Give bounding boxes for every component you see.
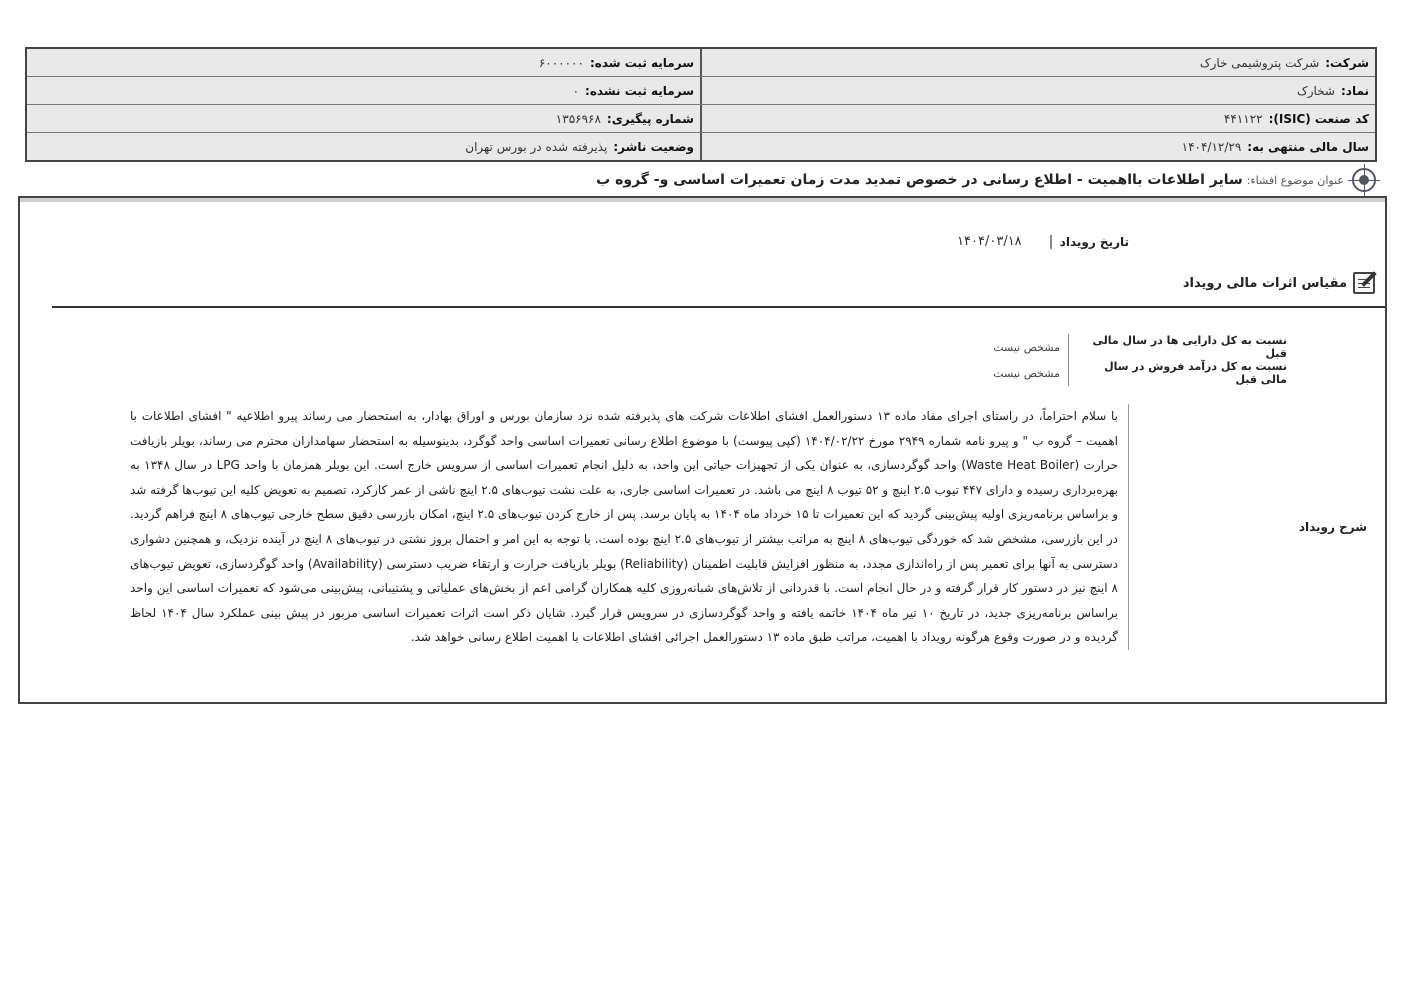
target-icon — [1352, 168, 1376, 192]
company-cell — [700, 49, 1375, 76]
company-value: شرکت پتروشیمی خارک — [1199, 55, 1320, 70]
description-label-text: شرح رویداد — [1298, 519, 1367, 534]
registered-capital-cell — [27, 49, 700, 76]
edit-note-icon — [1353, 272, 1375, 294]
tracking-number-label: شماره پیگیری: — [606, 111, 694, 126]
company-info-table — [25, 47, 1377, 162]
registered-capital-label: سرمایه ثبت شده: — [589, 55, 694, 70]
financial-impact-heading — [1183, 272, 1375, 294]
event-panel — [18, 196, 1387, 704]
info-row-company — [27, 49, 1375, 77]
symbol-value: شخارک — [1296, 83, 1335, 98]
fiscal-year-value: ۱۴۰۴/۱۲/۲۹ — [1181, 139, 1242, 154]
publisher-status-value: پذیرفته شده در بورس تهران — [465, 139, 608, 154]
ratio-assets-value: مشخص نیست — [993, 340, 1060, 354]
info-row-isic — [27, 105, 1375, 133]
event-date-value: ۱۴۰۴/۰۳/۱۸ — [957, 234, 1022, 249]
ratio-row-revenue — [993, 360, 1287, 386]
subject-label: عنوان موضوع افشاء: — [1246, 173, 1344, 187]
event-description-block — [130, 404, 1379, 650]
ratio-row-assets — [993, 334, 1287, 360]
description-label — [1129, 404, 1379, 650]
event-date — [957, 234, 1129, 249]
section-divider — [52, 306, 1385, 308]
company-label: شرکت: — [1325, 55, 1369, 70]
tracking-number-value: ۱۳۵۶۹۶۸ — [555, 111, 601, 126]
financial-impact-title: مقیاس اثرات مالی رویداد — [1182, 275, 1347, 291]
publisher-status-cell — [27, 133, 700, 160]
unregistered-capital-label: سرمایه ثبت نشده: — [585, 83, 694, 98]
symbol-label: نماد: — [1340, 83, 1369, 98]
event-date-label: تاریخ رویداد — [1050, 235, 1129, 249]
fiscal-year-label: سال مالی منتهی به: — [1247, 139, 1369, 154]
isic-label: کد صنعت (ISIC): — [1268, 111, 1369, 126]
isic-value: ۴۴۱۱۲۲ — [1223, 111, 1263, 126]
registered-capital-value: ۶۰۰۰۰۰۰ — [538, 55, 584, 70]
subject-title: سایر اطلاعات بااهمیت - اطلاع رسانی در خصوص تمدید مدت زمان تعمیرات اساسی و- گروه ب — [596, 172, 1243, 188]
info-row-fiscal-year — [27, 133, 1375, 160]
publisher-status-label: وضعیت ناشر: — [613, 139, 694, 154]
description-text: با سلام احتراماً، در راستای اجرای مفاد ماده ۱۳ دستورالعمل افشای اطلاعات شرکت های پذیرفته شده نزد سازمان بورس و اوراق بهادار، به استحضار می رساند پیرو اطلاعیه " افشای اطلاعات با اهمیت – گروه ب " و پیرو نامه شماره ۲۹۴۹ مورخ ۱۴۰۴/۰۲/۲۲ (کپی پیوست) با موضوع اطلاع رسانی تعمیرات اساسی واحد گوگرد، بدینوسیله به استحضار سهامداران محترم می رساند، بویلر بازیافت حرارت (Waste Heat Boiler) واحد گوگردسازی، به عنوان یکی از تجهیزات حیاتی این واحد، به دلیل انجام تعمیرات اساسی از سرویس خارج است. این بویلر همزمان با واحد LPG در سال ۱۳۴۸ به بهره‌برداری رسیده و دارای ۴۴۷ تیوب ۲.۵ اینچ و ۵۲ تیوب ۸ اینچ می باشد. در تعمیرات اساسی جاری، به علت نشت تیوب‌های ۲.۵ اینچ ناشی از عمر کارکرد، تصمیم به تعویض کلیه این تیوب‌ها گرفته شد و براساس برنامه‌ریزی اولیه پیش‌بینی گردید که این تعمیرات تا ۱۵ خرداد ماه ۱۴۰۴ به پایان برسد. پس از خارج کردن تیوب‌های ۲.۵ اینچ، امکان بازرسی دقیق سطح خارجی تیوب‌های ۸ اینچ فراهم گردید. در این بازرسی، مشخص شد که خوردگی تیوب‌های ۸ اینچ به مراتب بیشتر از تیوب‌های ۲.۵ اینچ بوده است. با توجه به این امر و احتمال بروز نشتی در تیوب‌های ۸ اینچ در آینده نزدیک، و همچنین دشواری دسترسی به آنها برای تعمیر پس از راه‌اندازی مجدد، به منظور افزایش قابلیت اطمینان (Reliability) بویلر بازیافت حرارت و ارتقاء ضریب دسترسی (Availability) واحد گوگردسازی، تعویض تیوب‌های ۸ اینچ نیز در دستور کار قرار گرفته و در حال انجام است. با قدردانی از تلاش‌های شبانه‌روزی کلیه همکاران گرامی اعم از بخش‌های عملیاتی و پشتیبانی، پیش‌بینی می‌شود که تعمیرات اساسی این واحد براساس برنامه‌ریزی جدید، در تاریخ ۱۰ تیر ماه ۱۴۰۴ خاتمه یافته و واحد گوگردسازی در سرویس قرار گیرد. شایان ذکر است اثرات تعمیرات اساسی مزبور در پیش بینی عملکرد سال ۱۴۰۴ لحاظ گردیده و در صورت وقوع هرگونه رویداد با اهمیت، مراتب طبق ماده ۱۳ دستورالعمل اجرائی افشای اطلاعات با اهمیت اطلاع رسانی خواهد شد. — [130, 404, 1129, 650]
ratio-revenue-label: نسبت به کل درآمد فروش در سال مالی قبل — [1068, 360, 1287, 386]
ratio-revenue-value: مشخص نیست — [993, 366, 1060, 380]
info-row-symbol — [27, 77, 1375, 105]
symbol-cell — [700, 77, 1375, 104]
disclosure-subject — [400, 166, 1376, 194]
fiscal-year-cell — [700, 133, 1375, 160]
isic-cell — [700, 105, 1375, 132]
unregistered-capital-value: ۰ — [572, 83, 580, 98]
tracking-number-cell — [27, 105, 700, 132]
unregistered-capital-cell — [27, 77, 700, 104]
ratio-assets-label: نسبت به کل دارایی ها در سال مالی قبل — [1068, 334, 1287, 360]
